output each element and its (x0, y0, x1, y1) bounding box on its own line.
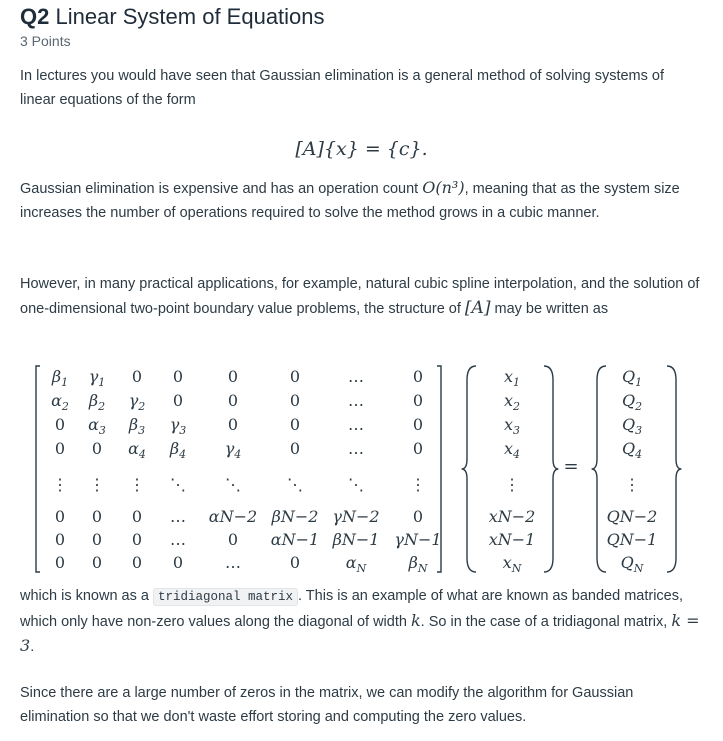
x-vector-entry: $x_4$ (503, 439, 521, 461)
q-vector-left-brace (592, 366, 606, 572)
matrix-cell: 0 (412, 507, 424, 526)
paragraph-zeros: Since there are a large number of zeros in the matrix, we can modify the algorithm for Gaussian elimination so that we don't waste effort storing and computing the zero values. (20, 685, 634, 725)
matrix-cell: $\beta_1$ (51, 367, 69, 389)
matrix-cell: 0 (131, 530, 143, 549)
matrix-cell: 0 (227, 415, 239, 434)
x-vector-entry: $x_1$ (503, 367, 521, 389)
matrix-cell: αN−1 (270, 530, 320, 549)
matrix-cell: ⋱ (348, 475, 364, 494)
tridiagonal-matrix-equation (0, 362, 723, 577)
matrix-cell: 0 (172, 553, 184, 572)
operation-count-math: O(n³) (422, 178, 465, 197)
matrix-cell: 0 (227, 367, 239, 386)
x-vector-entry: $x_2$ (503, 391, 521, 413)
q-vector-entry: $Q_1$ (621, 367, 643, 389)
paragraph-complexity-after: , meaning that as the system size increases the number of operations required to solve the method grows in a cubic manner. (20, 181, 680, 221)
k-equals-3-math: k = 3 (20, 611, 700, 655)
q-vector-entry: QN−2 (606, 507, 658, 526)
bandwidth-k-math: k (410, 611, 421, 630)
matrix-cell: γN−1 (394, 530, 442, 549)
matrix-cell: $\alpha_4$ (128, 439, 146, 461)
matrix-cell: … (348, 415, 364, 434)
matrix-cell: $\gamma_1$ (88, 367, 106, 389)
matrix-cell: 0 (227, 530, 239, 549)
q-vector-entry: $Q_4$ (621, 439, 643, 461)
matrix-cell: $\beta_3$ (128, 415, 146, 437)
matrix-cell: ⋱ (225, 475, 241, 494)
matrix-cell: 0 (91, 507, 103, 526)
matrix-cell: αN−2 (208, 507, 258, 526)
matrix-cell: $\gamma_4$ (224, 439, 242, 461)
equation-axc: [A]{x} = {c}. (295, 138, 428, 160)
matrix-left-bracket (36, 366, 40, 572)
matrix-cell: 0 (54, 507, 66, 526)
matrix-cell: ⋮ (129, 475, 145, 494)
q-vector-entry: $Q_N$ (620, 553, 644, 575)
matrix-cell: $\gamma_3$ (169, 415, 187, 437)
q-vector-entry: QN−1 (606, 530, 658, 549)
paragraph-tridiagonal-middle: . This is an example of what are known as banded matrices, which only have non-zero values along the diagonal of width (20, 588, 684, 630)
equals-sign: = (563, 456, 579, 477)
matrix-cell: 0 (91, 553, 103, 572)
x-vector-right-brace (544, 366, 558, 572)
matrix-cell: 0 (54, 439, 66, 458)
matrix-cell: … (348, 391, 364, 410)
x-vector-entry: ⋮ (504, 475, 520, 494)
matrix-cell: 0 (289, 439, 301, 458)
question-number: Q2 (20, 4, 50, 29)
matrix-cell: 0 (131, 367, 143, 386)
matrix-cell: 0 (412, 415, 424, 434)
matrix-cell: γN−2 (332, 507, 380, 526)
matrix-cell: 0 (131, 553, 143, 572)
q-vector-right-brace (667, 366, 681, 572)
paragraph-tridiagonal-before: which is known as a (20, 588, 153, 604)
matrix-cell: 0 (289, 415, 301, 434)
matrix-cell: $\beta_2$ (88, 391, 106, 413)
paragraph-complexity (20, 176, 700, 225)
matrix-cell: 0 (91, 530, 103, 549)
paragraph-tridiagonal (20, 584, 700, 659)
paragraph-complexity-before: Gaussian elimination is expensive and has an operation count (20, 181, 423, 197)
matrix-cell: 0 (91, 439, 103, 458)
matrix-cell: $\beta_4$ (169, 439, 187, 461)
matrix-cell: … (170, 507, 186, 526)
matrix-cell: 0 (54, 553, 66, 572)
matrix-cell: 0 (412, 439, 424, 458)
matrix-cell: 0 (131, 507, 143, 526)
matrix-cell: … (348, 367, 364, 386)
matrix-cell: 0 (289, 367, 301, 386)
question-title-text: Linear System of Equations (55, 4, 325, 29)
matrix-cell: ⋮ (410, 475, 426, 494)
x-vector-entry: $x_N$ (502, 553, 522, 575)
matrix-cell: 0 (54, 530, 66, 549)
matrix-cell: 0 (227, 391, 239, 410)
paragraph-tridiagonal-middle2: . So in the case of a tridiagonal matrix, (420, 614, 672, 630)
matrix-cell: $\beta_N$ (408, 553, 428, 575)
matrix-cell: 0 (172, 391, 184, 410)
matrix-cell: 0 (54, 415, 66, 434)
matrix-cell: $\gamma_2$ (128, 391, 146, 413)
paragraph-tridiagonal-after: . (30, 639, 35, 655)
matrix-cell: … (348, 439, 364, 458)
q-vector-entry: ⋮ (624, 475, 640, 494)
q-vector-entry: $Q_3$ (621, 415, 643, 437)
matrix-cell: $\alpha_2$ (51, 391, 69, 413)
x-vector-entry: xN−2 (488, 507, 536, 526)
x-vector-entry: xN−1 (488, 530, 536, 549)
matrix-cell: βN−1 (332, 530, 380, 549)
matrix-cell: ⋱ (170, 475, 186, 494)
matrix-cell: 0 (289, 553, 301, 572)
x-vector-entry: $x_3$ (503, 415, 521, 437)
matrix-cell: ⋮ (89, 475, 105, 494)
x-vector-left-brace (462, 366, 476, 572)
matrix-cell: $\alpha_3$ (88, 415, 106, 437)
matrix-cell: $\alpha_N$ (345, 553, 367, 575)
matrix-cell: 0 (289, 391, 301, 410)
question-title (20, 4, 325, 30)
matrix-cell: ⋱ (287, 475, 303, 494)
q-vector-entry: $Q_2$ (621, 391, 643, 413)
matrix-cell: βN−2 (271, 507, 319, 526)
matrix-cell: 0 (172, 367, 184, 386)
paragraph-structure-after: may be written as (490, 301, 609, 317)
matrix-a-math: [A] (464, 298, 491, 318)
matrix-cell: 0 (412, 391, 424, 410)
matrix-cell: 0 (412, 367, 424, 386)
paragraph-structure (20, 272, 700, 321)
matrix-cell: ⋮ (52, 475, 68, 494)
matrix-cell: … (225, 553, 241, 572)
matrix-cell: … (170, 530, 186, 549)
question-points: 3 Points (20, 33, 71, 49)
paragraph-structure-before: However, in many practical applications, for example, natural cubic spline interpolation, and the solution of one-dimensional two-point boundary value problems, the structure of (20, 276, 700, 317)
tridiagonal-matrix-code: tridiagonal matrix (153, 588, 298, 606)
paragraph-intro: In lectures you would have seen that Gaussian elimination is a general method of solving systems of linear equations of the form (20, 68, 664, 108)
